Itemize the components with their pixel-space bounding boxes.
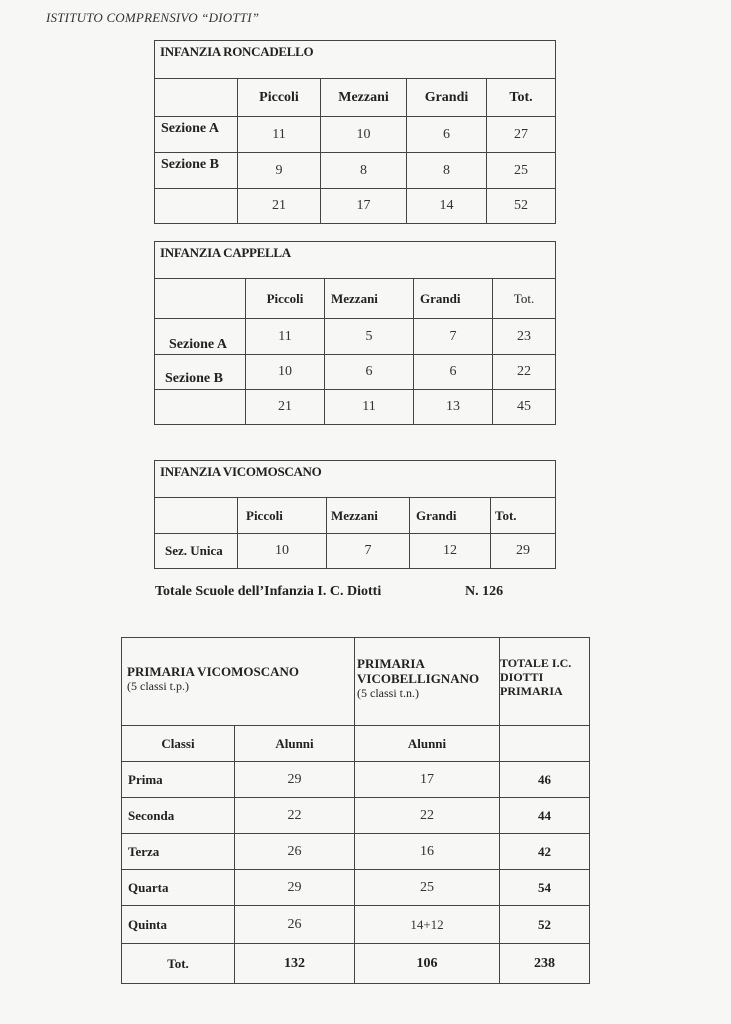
- cell-total: 44: [500, 798, 590, 834]
- cell-value: 6: [325, 355, 414, 390]
- column-header: Piccoli: [238, 498, 327, 534]
- totale-primaria-title-3: PRIMARIA: [500, 684, 563, 698]
- cell-value: 29: [235, 870, 355, 906]
- table-row: [155, 117, 556, 153]
- primaria-vicobellignano-title-2: VICOBELLIGNANO: [357, 671, 480, 686]
- cell-value: 5: [325, 319, 414, 355]
- primaria-vicobellignano-header: [355, 638, 500, 726]
- table-row: [155, 534, 556, 569]
- table-title: INFANZIA RONCADELLO: [155, 41, 556, 79]
- cell-value: 27: [487, 117, 556, 153]
- cell-total: 52: [500, 906, 590, 944]
- table-row: [122, 762, 590, 798]
- cell-value: 10: [321, 117, 407, 153]
- row-label: [155, 189, 238, 224]
- cell-value: 12: [410, 534, 491, 569]
- cell-value: 10: [246, 355, 325, 390]
- primaria-vicomoscano-header: [122, 638, 355, 726]
- cell-value: 25: [487, 153, 556, 189]
- cell-total: 54: [500, 870, 590, 906]
- document-header: ISTITUTO COMPRENSIVO “DIOTTI”: [46, 10, 260, 25]
- row-label: Prima: [122, 762, 235, 798]
- totale-primaria-title-2: DIOTTI: [500, 670, 544, 684]
- column-header: Piccoli: [238, 79, 321, 117]
- cell-value: 21: [238, 189, 321, 224]
- cell-value: 17: [355, 762, 500, 798]
- table-row: [122, 906, 590, 944]
- cell-value: 45: [493, 390, 556, 425]
- table-infanzia-cappella: [154, 241, 556, 425]
- column-header: Piccoli: [246, 279, 325, 319]
- cell-value: 11: [246, 319, 325, 355]
- column-header-alunni: Alunni: [355, 726, 500, 762]
- column-header-classi: Classi: [122, 726, 235, 762]
- cell-value: 7: [327, 534, 410, 569]
- table-row-total: [122, 944, 590, 984]
- table-row: [155, 153, 556, 189]
- row-label: [155, 390, 246, 425]
- primaria-vicobellignano-title-1: PRIMARIA: [357, 656, 425, 671]
- cell-total: 106: [355, 944, 500, 984]
- cell-value: 13: [414, 390, 493, 425]
- empty-cell: [155, 279, 246, 319]
- column-header: Mezzani: [325, 279, 414, 319]
- row-label: Seconda: [122, 798, 235, 834]
- cell-value: 16: [355, 834, 500, 870]
- row-label: Tot.: [122, 944, 235, 984]
- cell-value: 11: [238, 117, 321, 153]
- column-header: Grandi: [407, 79, 487, 117]
- table-infanzia-roncadello: [154, 40, 556, 224]
- cell-value: 52: [487, 189, 556, 224]
- table-row: [122, 870, 590, 906]
- column-header-alunni: Alunni: [235, 726, 355, 762]
- cell-value: 29: [235, 762, 355, 798]
- table-row: [155, 355, 556, 390]
- cell-value: 26: [235, 906, 355, 944]
- cell-value: 11: [325, 390, 414, 425]
- cell-value: 25: [355, 870, 500, 906]
- column-header: Tot.: [493, 279, 556, 319]
- column-header: Grandi: [410, 498, 491, 534]
- column-header: Grandi: [414, 279, 493, 319]
- row-label: Sezione B: [155, 355, 246, 390]
- cell-value: 14: [407, 189, 487, 224]
- totale-infanzia-value: N. 126: [465, 584, 504, 599]
- totale-primaria-header: [500, 638, 590, 726]
- row-label: Sez. Unica: [155, 534, 238, 569]
- cell-value: 22: [493, 355, 556, 390]
- column-header: Mezzani: [321, 79, 407, 117]
- cell-value: 6: [407, 117, 487, 153]
- table-primaria: [121, 637, 590, 984]
- table-title: INFANZIA VICOMOSCANO: [155, 461, 556, 498]
- totale-infanzia-label: Totale Scuole dell’Infanzia I. C. Diotti: [155, 584, 382, 599]
- column-header: Mezzani: [327, 498, 410, 534]
- cell-total: 42: [500, 834, 590, 870]
- totale-primaria-title-1: TOTALE I.C.: [500, 656, 572, 670]
- cell-value: 17: [321, 189, 407, 224]
- table-row-total: [155, 390, 556, 425]
- empty-cell: [155, 498, 238, 534]
- empty-cell: [155, 79, 238, 117]
- cell-value: 22: [355, 798, 500, 834]
- table-title: INFANZIA CAPPELLA: [155, 242, 556, 279]
- row-label: Sezione A: [155, 319, 246, 355]
- cell-value: 21: [246, 390, 325, 425]
- row-label: Quinta: [122, 906, 235, 944]
- row-label: Sezione A: [155, 117, 238, 153]
- cell-total: 132: [235, 944, 355, 984]
- totale-infanzia: [155, 584, 504, 600]
- table-infanzia-vicomoscano: [154, 460, 556, 569]
- primaria-vicomoscano-title: PRIMARIA VICOMOSCANO: [127, 664, 300, 679]
- table-row: [122, 834, 590, 870]
- cell-value: 26: [235, 834, 355, 870]
- cell-value: 9: [238, 153, 321, 189]
- cell-total: 46: [500, 762, 590, 798]
- row-label: Sezione B: [155, 153, 238, 189]
- cell-value: 29: [491, 534, 556, 569]
- cell-total: 238: [500, 944, 590, 984]
- column-header: Tot.: [487, 79, 556, 117]
- row-label: Quarta: [122, 870, 235, 906]
- cell-value: 8: [321, 153, 407, 189]
- column-header: Tot.: [491, 498, 556, 534]
- row-label: Terza: [122, 834, 235, 870]
- cell-value: 22: [235, 798, 355, 834]
- cell-value: 23: [493, 319, 556, 355]
- cell-value: 7: [414, 319, 493, 355]
- table-row: [122, 798, 590, 834]
- cell-value: 6: [414, 355, 493, 390]
- primaria-vicomoscano-sub: (5 classi t.p.): [127, 679, 189, 693]
- primaria-vicobellignano-sub: (5 classi t.n.): [357, 686, 419, 700]
- cell-value: 10: [238, 534, 327, 569]
- table-row: [155, 319, 556, 355]
- table-row-total: [155, 189, 556, 224]
- cell-value: 8: [407, 153, 487, 189]
- cell-value: 14+12: [355, 906, 500, 944]
- empty-cell: [500, 726, 590, 762]
